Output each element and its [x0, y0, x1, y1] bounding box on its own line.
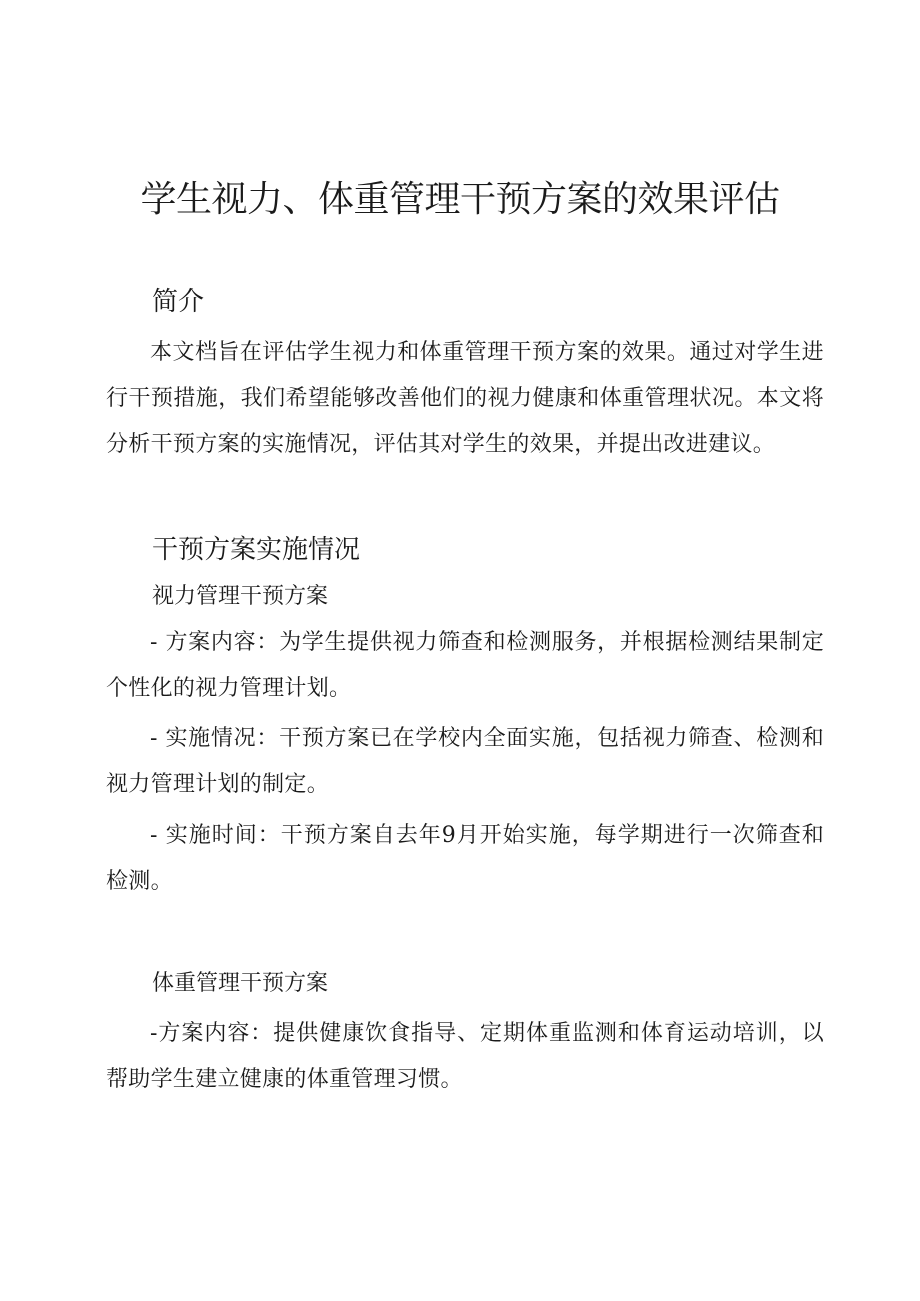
vision-plan-timing: - 实施时间：干预方案自去年9月开始实施，每学期进行一次筛查和检测。: [106, 823, 824, 894]
weight-plan-heading: 体重管理干预方案: [152, 971, 329, 996]
vision-plan-content: - 方案内容：为学生提供视力筛查和检测服务，并根据检测结果制定个性化的视力管理计划。: [106, 630, 824, 701]
document-title: 学生视力、体重管理干预方案的效果评估: [140, 179, 780, 220]
weight-plan-content: -方案内容：提供健康饮食指导、定期体重监测和体育运动培训，以帮助学生建立健康的体重管理习惯。: [106, 1021, 824, 1092]
intro-heading: 简介: [152, 287, 205, 317]
vision-plan-status: - 实施情况：干预方案已在学校内全面实施，包括视力筛查、检测和视力管理计划的制定。: [106, 726, 824, 797]
intro-paragraph: 本文档旨在评估学生视力和体重管理干预方案的效果。通过对学生进行干预措施，我们希望能够改善他们的视力健康和体重管理状况。本文将分析干预方案的实施情况，评估其对学生的效果，并提出改进建议。: [106, 340, 824, 457]
implementation-heading: 干预方案实施情况: [152, 535, 361, 565]
vision-plan-heading: 视力管理干预方案: [152, 584, 329, 609]
